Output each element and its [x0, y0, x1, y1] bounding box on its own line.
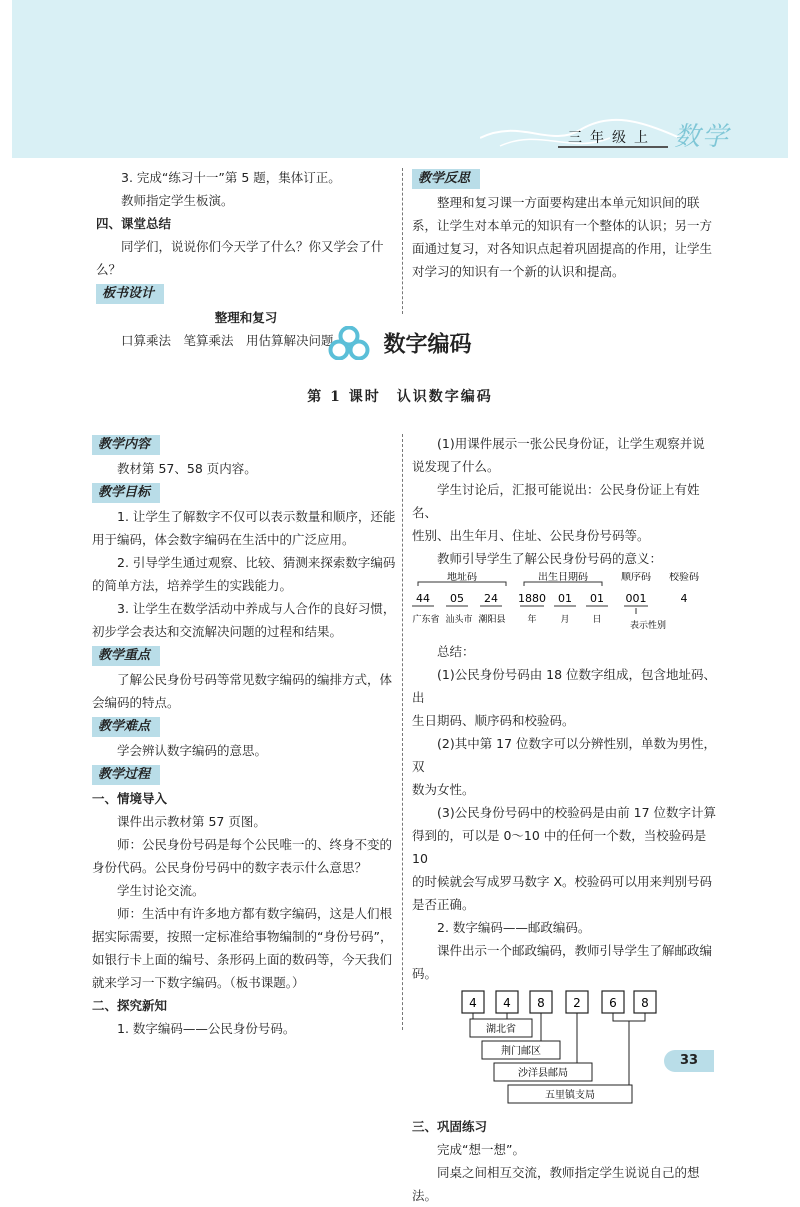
- postal-label-town: 五里镇支局: [545, 1090, 595, 1101]
- id-digit: 24: [484, 592, 498, 605]
- reflection-line: 面通过复习，对各知识点起着巩固提高的作用，让学生: [412, 241, 713, 256]
- key-point-line: 会编码的特点。: [92, 695, 180, 710]
- explore-item: 1. 数字编码——公民身份号码。: [117, 1021, 296, 1036]
- goal-line: 3. 让学生在数学活动中养成与人合作的良好习惯，: [117, 601, 396, 616]
- id-sub-label: 月: [560, 615, 570, 625]
- postal-label-province: 湖北省: [486, 1024, 516, 1035]
- id-digit: 05: [450, 592, 464, 605]
- postal-digit: 8: [641, 996, 649, 1010]
- page-number: 33: [664, 1050, 714, 1072]
- summary-line: 得到的，可以是 0～10 中的任何一个数，当校验码是 10: [412, 828, 707, 866]
- trefoil-icon: [328, 326, 370, 360]
- goal-line: 2. 引导学生通过观察、比较、猜测来探索数字编码: [117, 555, 396, 570]
- top-right-column: [412, 166, 722, 283]
- id-sub-label: 日: [592, 615, 602, 625]
- right-line: 教师引导学生了解公民身份号码的意义：: [437, 551, 663, 566]
- id-sub-label: 广东省: [412, 615, 440, 625]
- difficulty-text: 学会辨认数字编码的意思。: [117, 743, 268, 758]
- id-number-diagram: [412, 572, 718, 636]
- id-digit: 1880: [518, 592, 546, 605]
- summary-line: 生日期码、顺序码和校验码。: [412, 713, 575, 728]
- difficulty-tag: 教学难点: [92, 717, 160, 737]
- unit-title-row: [0, 326, 800, 360]
- reflection-tag: 教学反思: [412, 169, 480, 189]
- postal-digit: 6: [609, 996, 617, 1010]
- reflection-line: 系，让学生对本单元的知识有一个整体的认识；另一方: [412, 218, 713, 233]
- grade-label: 三年级上: [568, 130, 656, 146]
- section-explore-heading: 二、探究新知: [92, 998, 168, 1013]
- group-label-check: 校验码: [669, 572, 699, 583]
- postal-digit: 2: [573, 996, 581, 1010]
- exercise-note: 教师指定学生板演。: [121, 193, 234, 208]
- id-digit: 44: [416, 592, 430, 605]
- board-design-tag: 板书设计: [96, 284, 164, 304]
- postal-digit: 8: [537, 996, 545, 1010]
- intro-line: 身份代码。公民身份号码中的数字表示什么意思？: [92, 860, 368, 875]
- column-divider-bottom: [402, 434, 403, 1030]
- subject-label: 数学: [674, 122, 731, 152]
- postal-intro: 课件出示一个邮政编码，教师引导学生了解邮政编码。: [412, 943, 713, 981]
- id-digit: 01: [558, 592, 572, 605]
- top-left-column: [96, 166, 396, 352]
- postal-heading: 2. 数字编码——邮政编码。: [437, 920, 591, 935]
- id-digit: 4: [680, 592, 688, 605]
- postal-label-county: 沙洋县邮局: [518, 1068, 568, 1079]
- intro-line: 学生讨论交流。: [117, 883, 205, 898]
- summary-line: (3)公民身份号码中的校验码是由前 17 位数字计算: [437, 805, 717, 820]
- summary-line: (2)其中第 17 位数字可以分辨性别，单数为男性，双: [412, 736, 717, 774]
- summary-line: 是否正确。: [412, 897, 475, 912]
- left-column: [92, 432, 396, 1040]
- practice-line: 同桌之间相互交流，教师指定学生说说自己的想法。: [412, 1165, 700, 1203]
- postal-label-zone: 荆门邮区: [501, 1046, 541, 1057]
- right-line: 说发现了什么。: [412, 459, 500, 474]
- key-point-tag: 教学重点: [92, 646, 160, 666]
- board-title: 整理和复习: [214, 310, 278, 325]
- goal-line: 初步学会表达和交流解决问题的过程和结果。: [92, 624, 343, 639]
- right-line: 学生讨论后，汇报可能说出：公民身份证上有姓名、: [412, 482, 700, 520]
- lesson-title: 第 1 课时 认识数字编码: [307, 389, 493, 405]
- summary-heading: 总结：: [437, 644, 475, 659]
- content-text: 教材第 57、58 页内容。: [117, 461, 257, 476]
- column-divider-top: [402, 168, 403, 314]
- postal-code-diagram: [412, 989, 718, 1109]
- postal-digit: 4: [503, 996, 511, 1010]
- unit-title: 数字编码: [383, 331, 472, 358]
- key-point-line: 了解公民身份号码等常见数字编码的编排方式，体: [117, 672, 393, 687]
- intro-line: 师：生活中有许多地方都有数字编码，这是人们根: [117, 906, 393, 921]
- board-line: 口算乘法 笔算乘法 用估算解决问题: [121, 333, 334, 348]
- reflection-line: 对学习的知识有一个新的认识和提高。: [412, 264, 625, 279]
- id-sub-label: 潮阳县: [478, 615, 506, 625]
- goal-tag: 教学目标: [92, 483, 160, 503]
- intro-line: 如银行卡上面的编号、条形码上面的数码等，今天我们: [92, 952, 393, 967]
- process-tag: 教学过程: [92, 765, 160, 785]
- id-sub-label: 年: [527, 615, 537, 625]
- right-column: [412, 432, 718, 1207]
- right-line: (1)用课件展示一张公民身份证，让学生观察并说: [437, 436, 705, 451]
- summary-text: 同学们，说说你们今天学了什么？你又学会了什么？: [96, 239, 384, 277]
- id-sub-label: 汕头市: [445, 615, 473, 625]
- group-label-birth: 出生日期码: [538, 572, 588, 583]
- intro-line: 课件出示教材第 57 页图。: [117, 814, 266, 829]
- summary-line: 数为女性。: [412, 782, 475, 797]
- postal-digit: 4: [469, 996, 477, 1010]
- section-summary-heading: 四、课堂总结: [96, 216, 172, 231]
- reflection-line: 整理和复习课一方面要构建出本单元知识间的联: [437, 195, 700, 210]
- summary-line: (1)公民身份号码由 18 位数字组成，包含地址码、出: [412, 667, 717, 705]
- id-digit: 01: [590, 592, 604, 605]
- id-sub-label: 表示性别: [629, 621, 667, 631]
- goal-line: 的简单方法，培养学生的实践能力。: [92, 578, 293, 593]
- intro-line: 据实际需要，按照一定标准给事物编制的“身份号码”，: [92, 929, 393, 944]
- section-intro-heading: 一、情境导入: [92, 791, 168, 806]
- section-practice-heading: 三、巩固练习: [412, 1119, 488, 1134]
- goal-line: 1. 让学生了解数字不仅可以表示数量和顺序，还能: [117, 509, 396, 524]
- id-digit: 001: [625, 592, 647, 605]
- intro-line: 就来学习一下数字编码。（板书课题。）: [92, 975, 305, 990]
- goal-line: 用于编码，体会数字编码在生活中的广泛应用。: [92, 532, 355, 547]
- group-label-sequence: 顺序码: [621, 572, 651, 583]
- summary-line: 的时候就会写成罗马数字 X。校验码可以用来判别号码: [412, 874, 713, 889]
- right-line: 性别、出生年月、住址、公民身份号码等。: [412, 528, 650, 543]
- practice-line: 完成“想一想”。: [437, 1142, 525, 1157]
- exercise-item: 3. 完成“练习十一”第 5 题，集体订正。: [121, 170, 341, 185]
- grade-underline: [558, 146, 668, 148]
- content-tag: 教学内容: [92, 435, 160, 455]
- group-label-address: 地址码: [447, 572, 477, 583]
- intro-line: 师：公民身份号码是每个公民唯一的、终身不变的: [117, 837, 393, 852]
